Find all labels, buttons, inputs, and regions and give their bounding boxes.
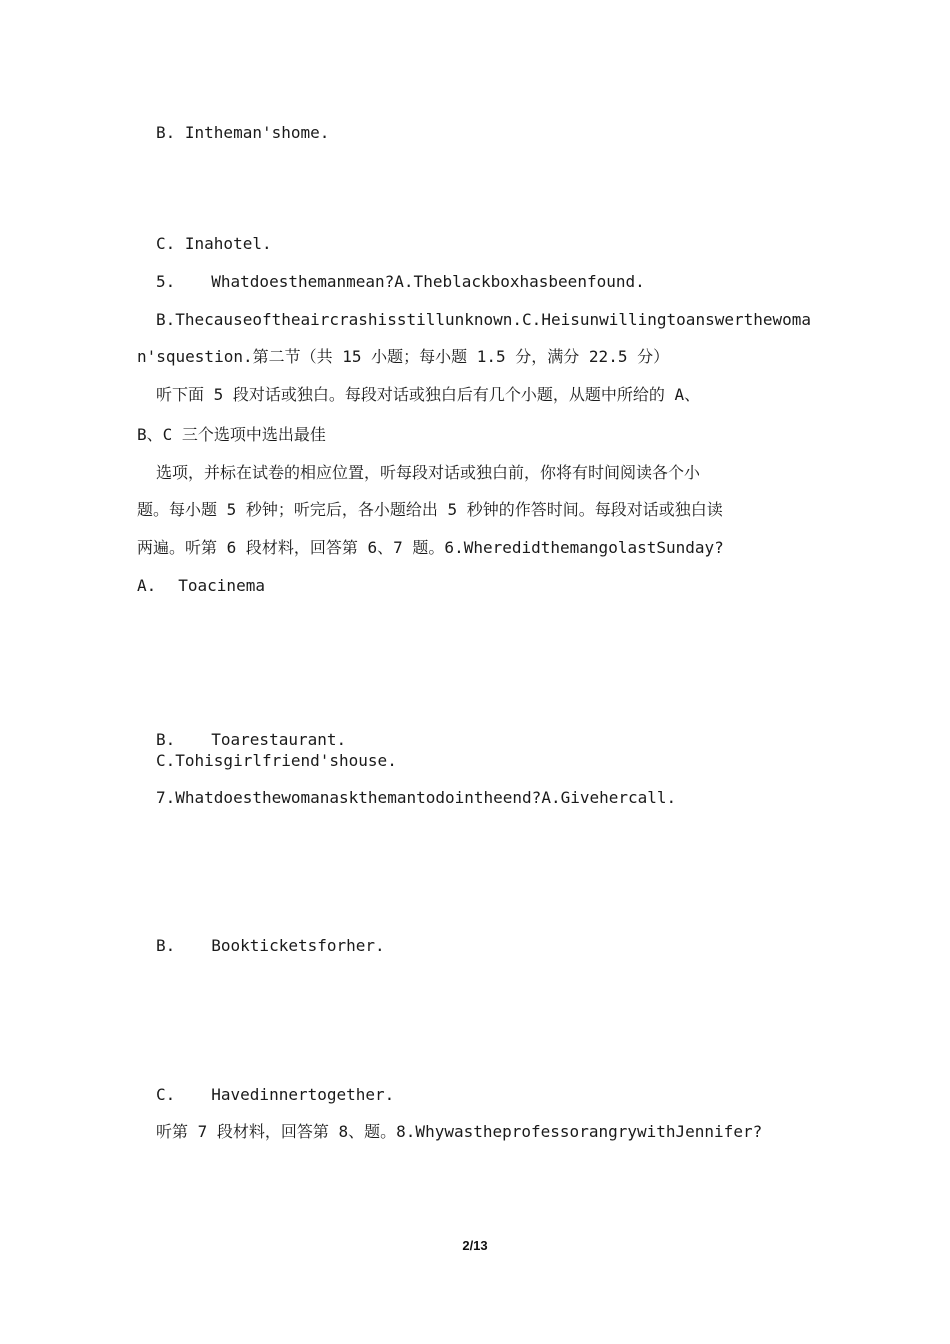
option-b-restaurant	[156, 730, 346, 750]
instruction-line-3: 选项，并标在试卷的相应位置，听每段对话或独白前，你将有时间阅读各个小	[156, 463, 701, 482]
instruction-line-2: B、C 三个选项中选出最佳	[137, 425, 326, 444]
question-5-options: B.Thecauseoftheaircrashisstillunknown.C.Heisunwillingtoanswerthewoma	[156, 310, 812, 329]
option-text: Toarestaurant.	[211, 730, 347, 749]
option-label: B.	[156, 936, 176, 955]
option-text: Havedinnertogether.	[211, 1085, 395, 1104]
option-a-cinema	[137, 576, 265, 596]
section-two-heading: n'squestion.第二节（共 15 小题；每小题 1.5 分，满分 22.5 分）	[137, 347, 670, 366]
question-5	[156, 272, 645, 292]
option-c-hotel: C. Inahotel.	[156, 234, 272, 253]
question-6: 两遍。听第 6 段材料，回答第 6、7 题。6.WheredidthemangolastSunday?	[137, 538, 724, 557]
option-text: Bookticketsforher.	[211, 936, 385, 955]
question-8: 听第 7 段材料，回答第 8、题。8.WhywastheprofessorangrywithJennifer?	[156, 1122, 763, 1141]
option-label: B.	[156, 730, 176, 749]
option-text: Toacinema	[178, 576, 265, 595]
instruction-line-4: 题。每小题 5 秒钟；听完后，各小题给出 5 秒钟的作答时间。每段对话或独白读	[137, 500, 723, 519]
option-c-dinner	[156, 1085, 394, 1105]
question-7: 7.Whatdoesthewomanaskthemantodointheend?A.Givehercall.	[156, 788, 677, 807]
option-label: A.	[137, 576, 157, 595]
instruction-line-1: 听下面 5 段对话或独白。每段对话或独白后有几个小题，从题中所给的 A、	[156, 385, 701, 404]
option-c-girlfriend-house: C.Tohisgirlfriend'shouse.	[156, 751, 397, 770]
question-number: 5.	[156, 272, 176, 291]
page-number: 2/13	[462, 1238, 488, 1253]
option-b-mans-home: B. Intheman'shome.	[156, 123, 330, 142]
option-label: C.	[156, 1085, 176, 1104]
option-b-book-tickets	[156, 936, 385, 956]
question-text: Whatdoesthemanmean?A.Theblackboxhasbeenfound.	[211, 272, 645, 291]
